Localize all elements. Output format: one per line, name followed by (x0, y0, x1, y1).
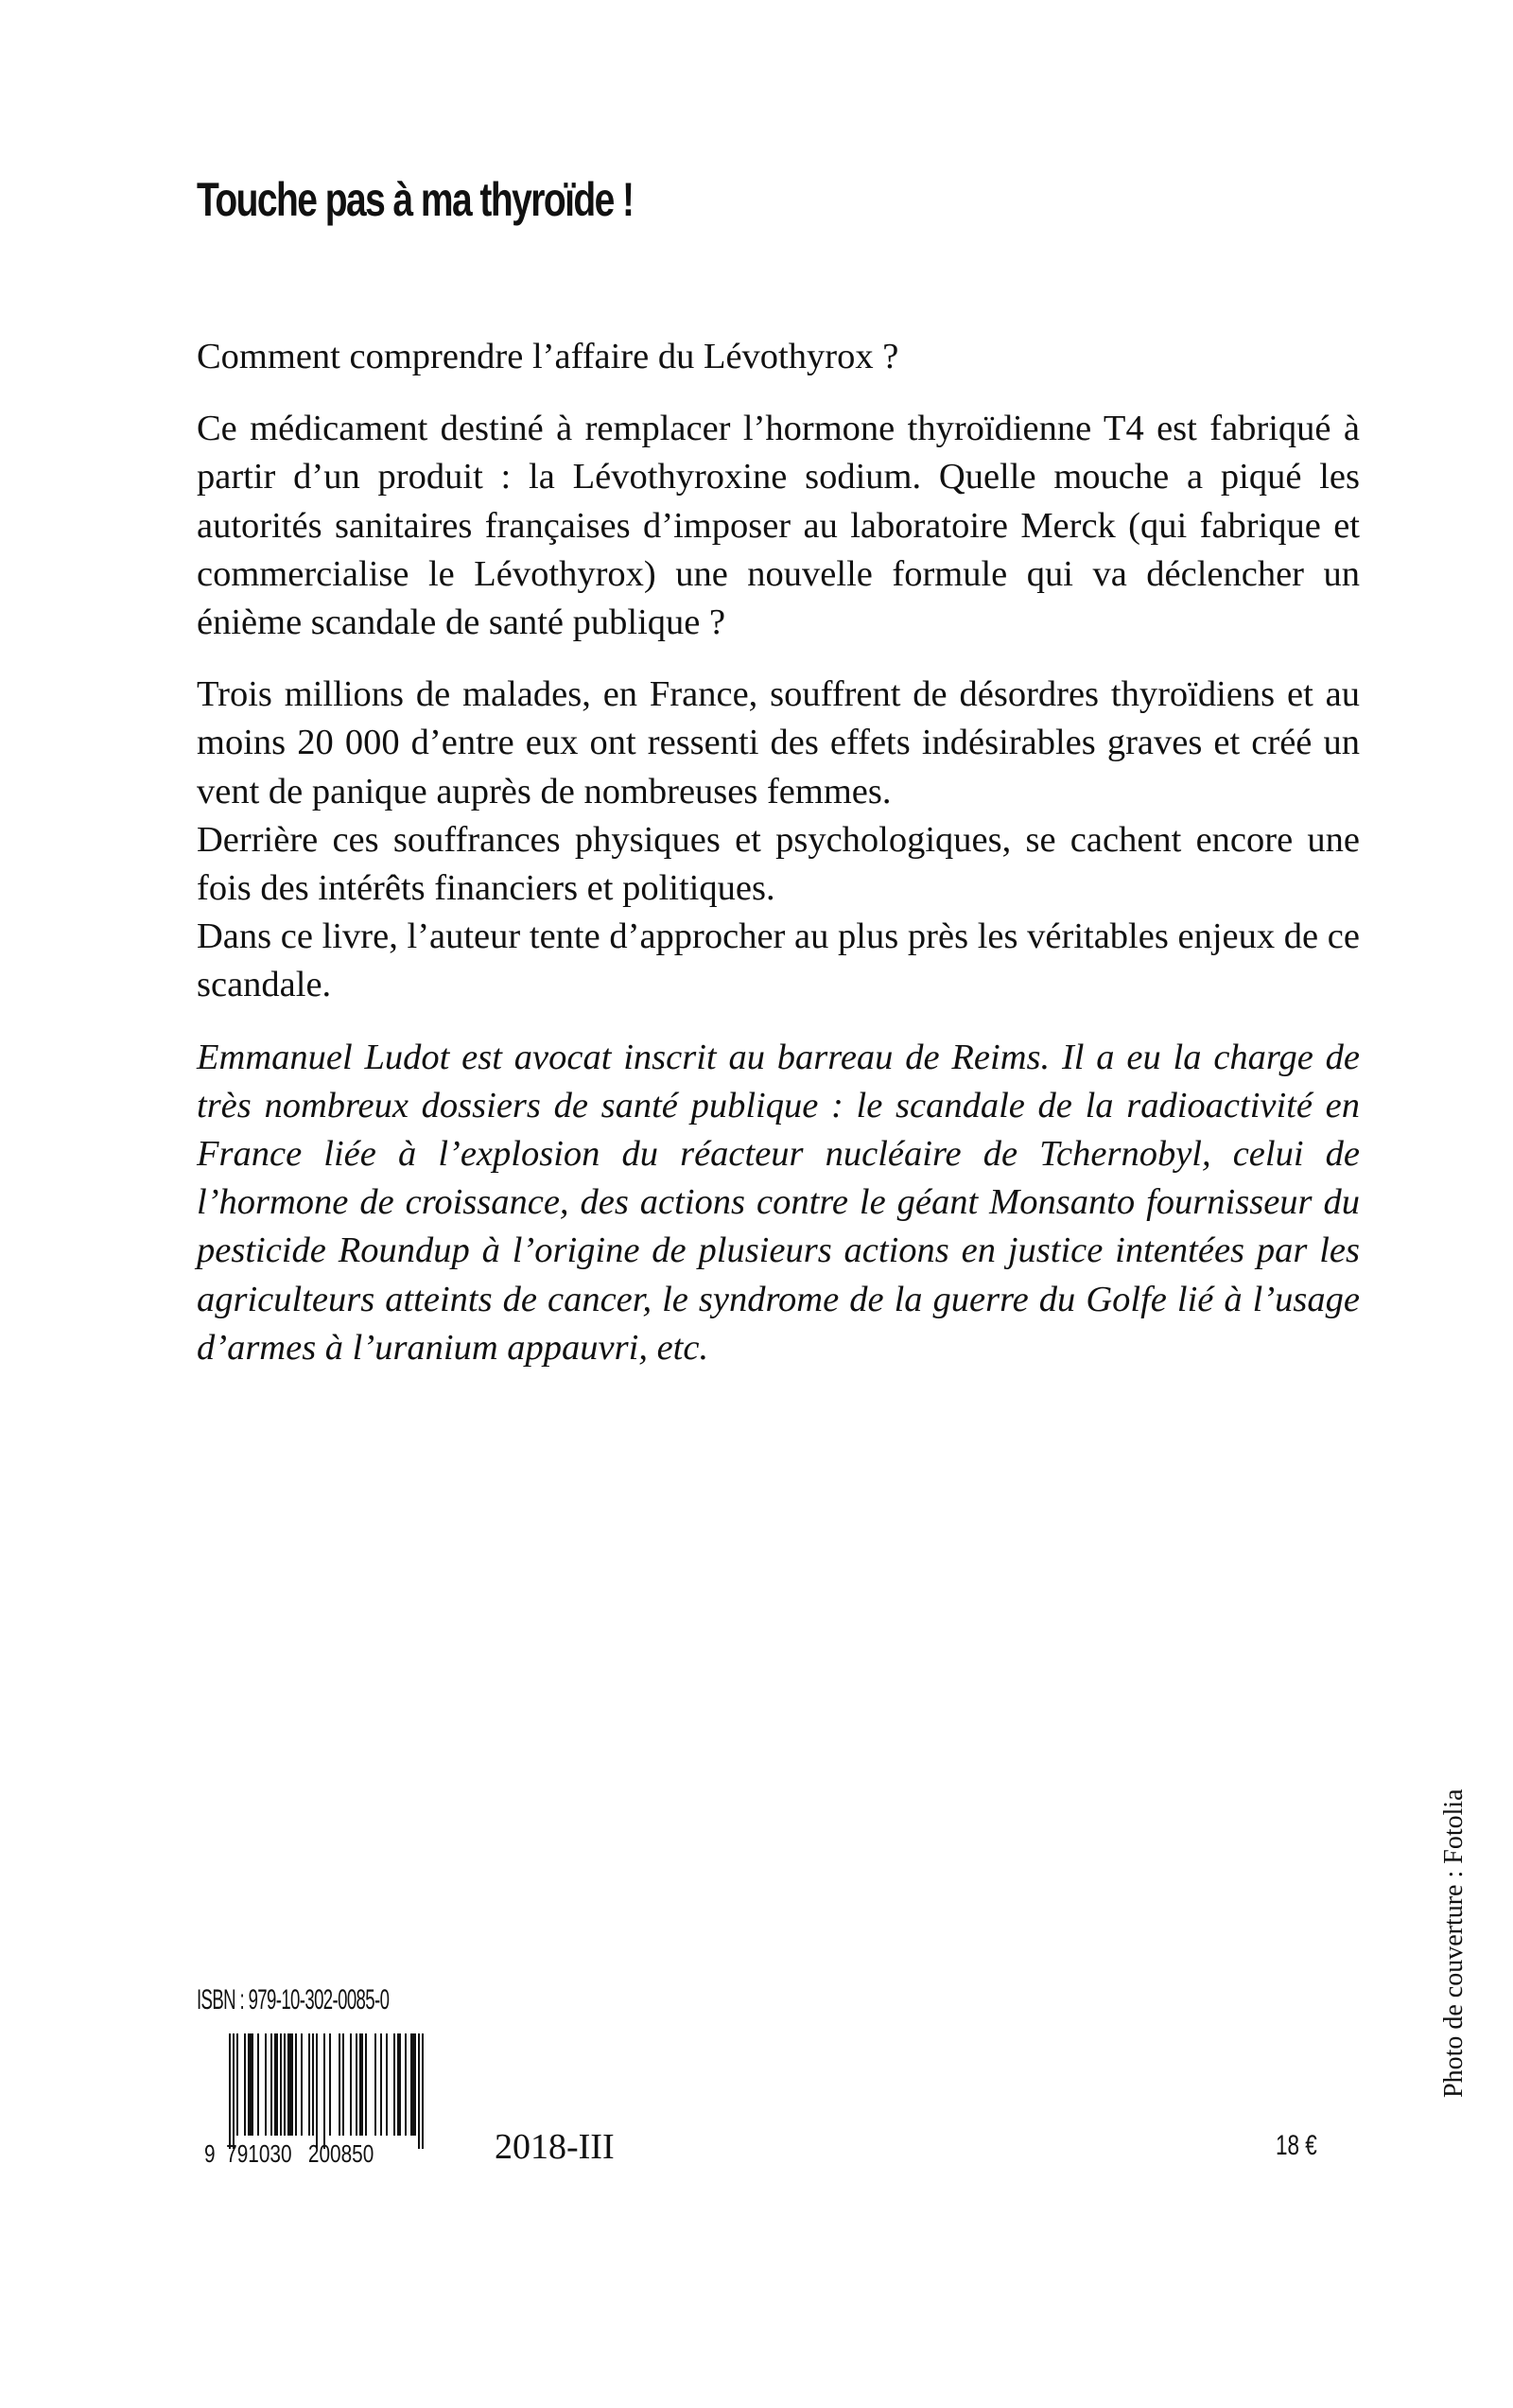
photo-credit: Photo de couverture : Fotolia (1439, 1789, 1469, 2098)
barcode-bar (280, 2033, 282, 2136)
barcode (204, 2033, 478, 2166)
barcode-bar (342, 2033, 344, 2136)
intro-question: Comment comprendre l’affaire du Lévothyrox ? (197, 337, 899, 376)
barcode-bar (284, 2033, 286, 2136)
price: 18 € (1276, 2130, 1317, 2161)
paragraph-patients: Trois millions de malades, en France, souffrent de désordres thyroïdiens et au moins 20 000 d’entre eux ont ressenti des effets indésirables graves et créé un vent de panique auprès de nombreuses femmes. (197, 674, 1360, 811)
barcode-bar (233, 2033, 235, 2149)
barcode-bar (386, 2033, 388, 2136)
barcode-bar (405, 2033, 407, 2136)
barcode-bar (274, 2033, 278, 2136)
barcode-bar (418, 2033, 420, 2149)
barcode-bar (301, 2033, 303, 2136)
barcode-bar (244, 2033, 246, 2136)
barcode-bar (316, 2033, 318, 2149)
barcode-bar (287, 2033, 293, 2136)
barcode-bar (356, 2033, 357, 2136)
paragraph-book: Dans ce livre, l’auteur tente d’approcher au plus près les véritables enjeux de ce scandale. (197, 916, 1360, 1005)
barcode-bar (397, 2033, 401, 2136)
barcode-bar (270, 2033, 272, 2136)
barcode-bar (323, 2033, 325, 2149)
barcode-bar (229, 2033, 231, 2149)
barcode-bar (393, 2033, 395, 2136)
barcode-bar (295, 2033, 297, 2136)
back-cover-text (197, 333, 1360, 1396)
book-title: Touche pas à ma thyroïde ! (197, 173, 634, 226)
barcode-bar (248, 2033, 253, 2136)
barcode-bar (350, 2033, 352, 2136)
barcode-bar (329, 2033, 331, 2136)
barcode-bar (265, 2033, 267, 2136)
barcode-bar (257, 2033, 259, 2136)
barcode-bar (359, 2033, 363, 2136)
barcode-digits: 9 791030 200850 (204, 2139, 374, 2168)
paragraph-interests: Derrière ces souffrances physiques et psychologiques, se cachent encore une fois des intérêts financiers et politiques. (197, 819, 1360, 909)
barcode-bar (312, 2033, 314, 2136)
barcode-bar (308, 2033, 310, 2136)
barcode-bar (374, 2033, 376, 2136)
paragraph-medication: Ce médicament destiné à remplacer l’hormone thyroïdienne T4 est fabriqué à partir d’un produit : la Lévothyroxine sodium. Quelle mouche a piqué les autorités sanitaires françaises d’imposer au laboratoire Merck (qui fabrique et commercialise le Lévothyrox) une nouvelle formule qui va déclencher un énième scandale de santé publique ? (197, 409, 1360, 643)
barcode-bar (422, 2033, 424, 2149)
author-bio: Emmanuel Ludot est avocat inscrit au barreau de Reims. Il a eu la charge de très nombreux dossiers de santé publique : le scandale de la radioactivité en France liée à l’explosion du réacteur nucléaire de Tchernobyl, celui de l’hormone de croissance, des actions contre le géant Monsanto fournisseur du pesticide Roundup à l’origine de plusieurs actions en justice intentées par les agriculteurs atteints de cancer, le syndrome de la guerre du Golfe lié à l’usage d’armes à l’uranium appauvri, etc. (197, 1037, 1360, 1368)
barcode-bar (380, 2033, 382, 2136)
barcode-bars (229, 2033, 477, 2145)
barcode-bar (236, 2033, 238, 2136)
barcode-bar (410, 2033, 416, 2136)
barcode-bar (339, 2033, 340, 2136)
isbn: ISBN : 979-10-302-0085-0 (197, 1984, 390, 2015)
edition-code: 2018-III (495, 2127, 615, 2167)
barcode-bar (365, 2033, 367, 2136)
